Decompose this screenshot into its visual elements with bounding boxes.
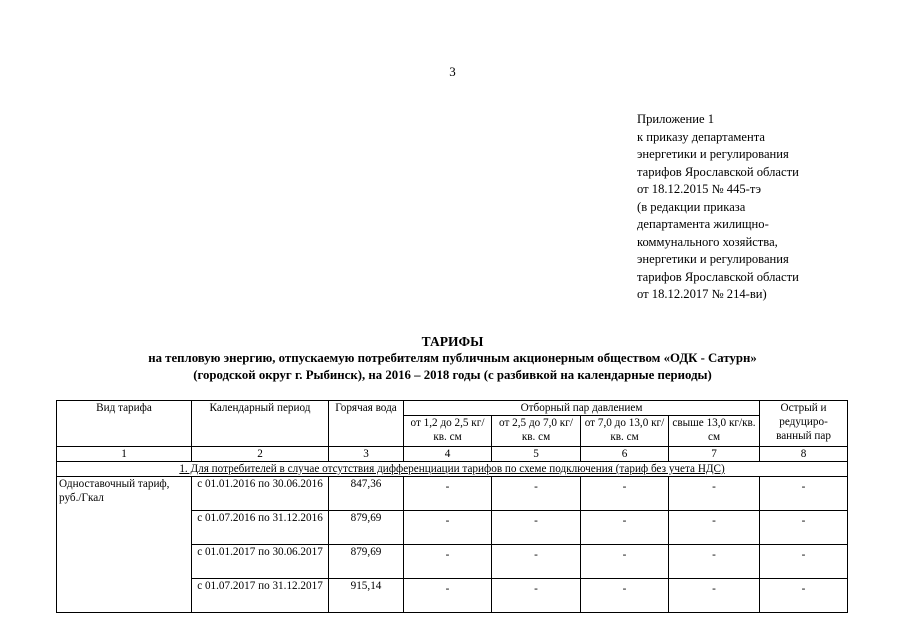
- steam-2-cell: -: [492, 477, 581, 511]
- subtitle-line: (городской округ г. Рыбинск), на 2016 – 2018 годы (с разбивкой на календарные периоды): [193, 368, 712, 382]
- appendix-line: тарифов Ярославской области: [637, 164, 799, 179]
- steam-3-cell: -: [581, 579, 669, 613]
- column-number: 1: [57, 447, 192, 462]
- hot-water-cell: 879,69: [329, 545, 404, 579]
- steam-2-cell: -: [492, 511, 581, 545]
- steam-4-cell: -: [669, 477, 760, 511]
- steam-4-cell: -: [669, 579, 760, 613]
- header-sharp-steam: Острый и редуциро-ванный пар: [760, 401, 848, 447]
- subtitle-line: на тепловую энергию, отпускаемую потребителям публичным акционерным обществом «ОДК - Сатурн»: [148, 351, 757, 365]
- header-period: Календарный период: [192, 401, 329, 447]
- header-steam-4: свыше 13,0 кг/кв. см: [669, 416, 760, 447]
- steam-1-cell: -: [404, 477, 492, 511]
- period-cell: с 01.07.2016 по 31.12.2016: [192, 511, 329, 545]
- hot-water-cell: 847,36: [329, 477, 404, 511]
- period-cell: с 01.01.2016 по 30.06.2016: [192, 477, 329, 511]
- document-title: ТАРИФЫ: [421, 334, 484, 349]
- sharp-steam-cell: -: [760, 579, 848, 613]
- column-number: 5: [492, 447, 581, 462]
- steam-4-cell: -: [669, 545, 760, 579]
- steam-1-cell: -: [404, 579, 492, 613]
- header-tariff-type: Вид тарифа: [57, 401, 192, 447]
- appendix-line: коммунального хозяйства,: [637, 234, 778, 249]
- page-number: 3: [449, 64, 456, 79]
- appendix-line: (в редакции приказа: [637, 199, 746, 214]
- appendix-note: [637, 111, 887, 304]
- appendix-line: от 18.12.2015 № 445-тэ: [637, 182, 762, 196]
- appendix-line: тарифов Ярославской области: [637, 269, 799, 284]
- hot-water-cell: 915,14: [329, 579, 404, 613]
- document-subtitle: [0, 350, 905, 384]
- tariff-label: Одноставочный тариф, руб./Гкал: [57, 477, 192, 613]
- table-row: [57, 477, 848, 511]
- steam-1-cell: -: [404, 545, 492, 579]
- steam-4-cell: -: [669, 511, 760, 545]
- section-heading: 1. Для потребителей в случае отсутствия дифференциации тарифов по схеме подключения (тариф без учета НДС): [57, 462, 848, 477]
- header-steam-3: от 7,0 до 13,0 кг/кв. см: [581, 416, 669, 447]
- header-steam-2: от 2,5 до 7,0 кг/кв. см: [492, 416, 581, 447]
- appendix-line: Приложение 1: [637, 112, 715, 126]
- hot-water-cell: 879,69: [329, 511, 404, 545]
- header-steam-group: Отборный пар давлением: [404, 401, 760, 416]
- column-number: 8: [760, 447, 848, 462]
- steam-1-cell: -: [404, 511, 492, 545]
- column-number: 2: [192, 447, 329, 462]
- period-cell: с 01.07.2017 по 31.12.2017: [192, 579, 329, 613]
- steam-3-cell: -: [581, 511, 669, 545]
- column-number: 7: [669, 447, 760, 462]
- appendix-line: к приказу департамента: [637, 129, 765, 144]
- sharp-steam-cell: -: [760, 477, 848, 511]
- tariff-table: [56, 400, 848, 613]
- appendix-line: департамента жилищно-: [637, 217, 769, 231]
- column-number: 4: [404, 447, 492, 462]
- column-number: 6: [581, 447, 669, 462]
- steam-2-cell: -: [492, 545, 581, 579]
- appendix-line: от 18.12.2017 № 214-ви): [637, 287, 767, 301]
- sharp-steam-cell: -: [760, 545, 848, 579]
- steam-2-cell: -: [492, 579, 581, 613]
- appendix-line: энергетики и регулирования: [637, 147, 789, 161]
- header-hot-water: Горячая вода: [329, 401, 404, 447]
- appendix-line: энергетики и регулирования: [637, 252, 789, 266]
- header-steam-1: от 1,2 до 2,5 кг/кв. см: [404, 416, 492, 447]
- steam-3-cell: -: [581, 545, 669, 579]
- steam-3-cell: -: [581, 477, 669, 511]
- period-cell: с 01.01.2017 по 30.06.2017: [192, 545, 329, 579]
- sharp-steam-cell: -: [760, 511, 848, 545]
- column-number: 3: [329, 447, 404, 462]
